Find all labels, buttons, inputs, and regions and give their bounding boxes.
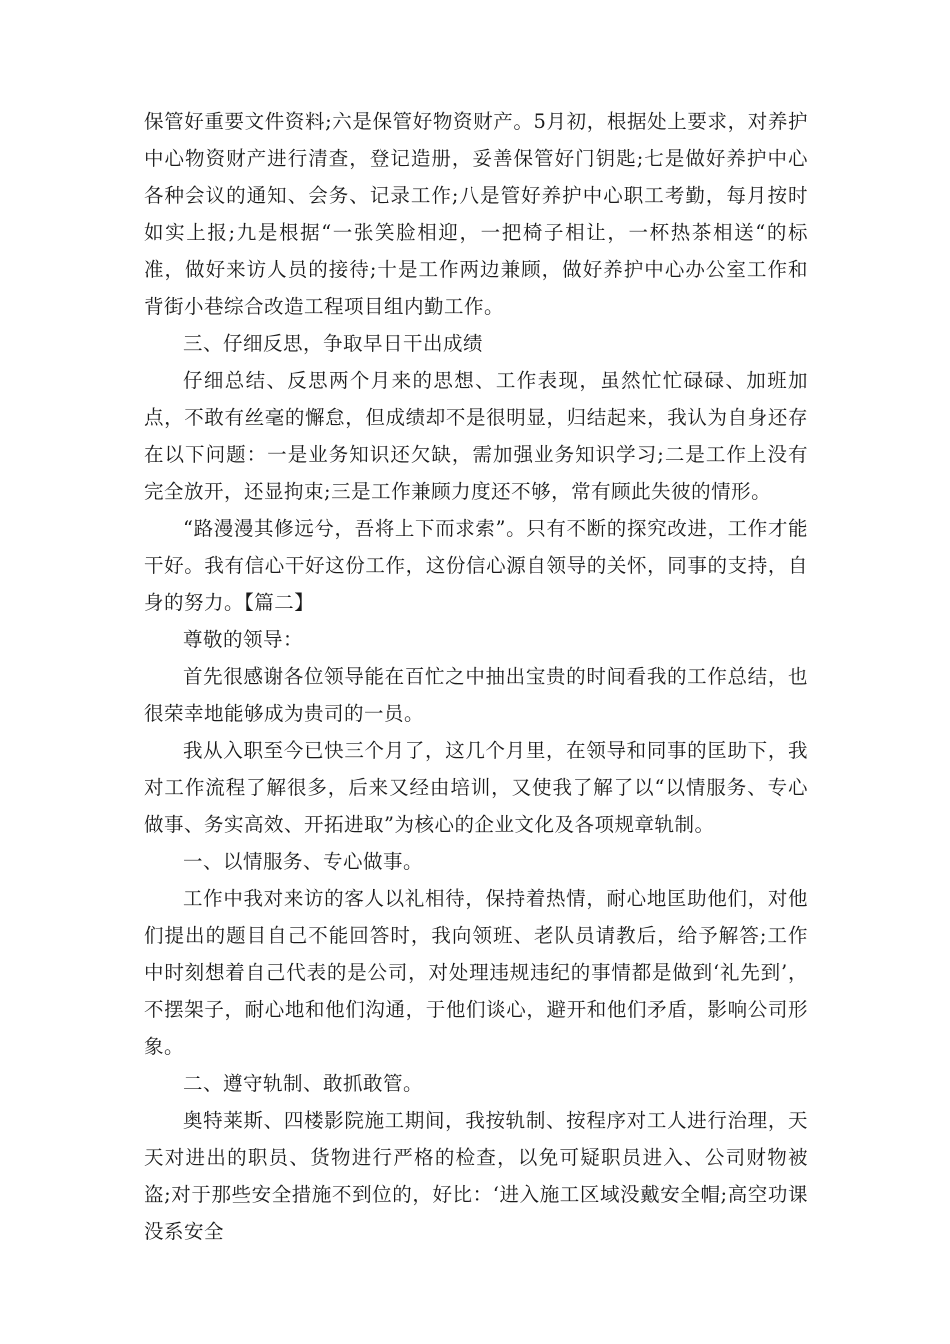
paragraph-1: 保管好重要文件资料;六是保管好物资财产。5月初，根据处上要求，对养护中心物资财产进行清查，登记造册，妥善保管好门钥匙;七是做好养护中心各种会议的通知、会务、记录工作;八是管好养护中心职工考勤，每月按时如实上报;九是根据“一张笑脸相迎，一把椅子相让，一杯热茶相送“的标准，做好来访人员的接待;十是工作两边兼顾，做好养护中心办公室工作和背街小巷综合改造工程项目组内勤工作。 [144,110,808,318]
section-heading-2: 二、遵守轨制、敢抓敢管。 [183,1072,424,1095]
paragraph-quote: “路漫漫其修远兮，吾将上下而求索”。只有不断的探究改进，工作才能干好。我有信心干好这份工作，这份信心源自领导的关怀，同事的支持，自身的努力。【篇二】 [144,517,808,614]
paragraph-rules: 奥特莱斯、四楼影院施工期间，我按轨制、按程序对工人进行治理，天天对进出的职员、货物进行严格的检查，以免可疑职员进入、公司财物被盗;对于那些安全措施不到位的，好比：‘进入施工区域没戴安全帽;高空功课没系安全 [144,1109,808,1243]
paragraph-thanks: 首先很感谢各位领导能在百忙之中抽出宝贵的时间看我的工作总结，也很荣幸地能够成为贵司的一员。 [144,665,808,725]
section-heading-1: 一、以情服务、专心做事。 [183,850,424,873]
paragraph-reflection: 仔细总结、反思两个月来的思想、工作表现，虽然忙忙碌碌、加班加点，不敢有丝毫的懈怠，但成绩却不是很明显，归结起来，我认为自身还存在以下问题：一是业务知识还欠缺，需加强业务知识学习;二是工作上没有完全放开，还显拘束;三是工作兼顾力度还不够，常有顾此失彼的情形。 [144,369,808,503]
salutation: 尊敬的领导： [183,628,304,651]
paragraph-service: 工作中我对来访的客人以礼相待，保持着热情，耐心地匡助他们，对他们提出的题目自己不能回答时，我向领班、老队员请教后，给予解答;工作中时刻想着自己代表的是公司，对处理违规违纪的事情都是做到‘礼先到’，不摆架子，耐心地和他们沟通，于他们谈心，避开和他们矛盾，影响公司形象。 [144,887,808,1058]
paragraph-intro: 我从入职至今已快三个月了，这几个月里，在领导和同事的匡助下，我对工作流程了解很多，后来又经由培训，又使我了解了以“以情服务、专心做事、务实高效、开拓进取”为核心的企业文化及各项规章轨制。 [144,739,808,836]
section-heading-3: 三、仔细反思，争取早日干出成绩 [183,332,484,355]
document-body [144,103,808,1250]
